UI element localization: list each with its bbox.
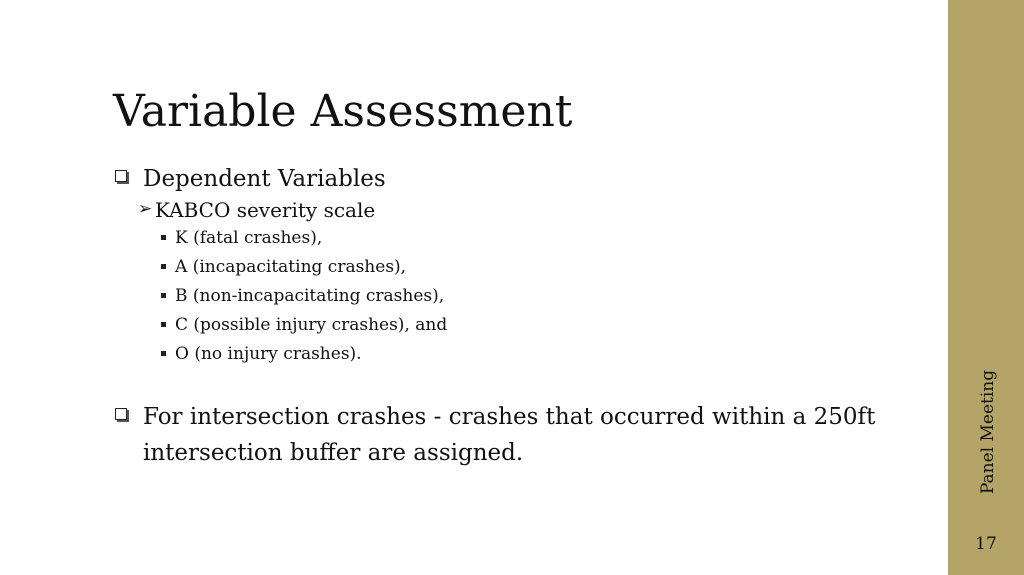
sub-bullet-text: KABCO severity scale bbox=[155, 198, 376, 222]
spacer bbox=[113, 369, 913, 399]
square-bullet-icon bbox=[161, 351, 166, 356]
square-bullet-icon bbox=[161, 293, 166, 298]
list-item bbox=[113, 224, 913, 253]
list-item-text: A (incapacitating crashes), bbox=[175, 257, 407, 277]
bullet-text: Dependent Variables bbox=[143, 166, 386, 192]
sidebar-label: Panel Meeting bbox=[978, 369, 998, 495]
square-bullet-icon bbox=[161, 264, 166, 269]
list-item-text: C (possible injury crashes), and bbox=[175, 315, 448, 335]
slide-title: Variable Assessment bbox=[113, 86, 573, 137]
arrow-bullet-icon: ➢ bbox=[138, 199, 153, 219]
slide-content bbox=[113, 164, 913, 471]
page-number: 17 bbox=[975, 534, 997, 554]
bullet-dependent-variables bbox=[113, 164, 913, 194]
bullet-text: For intersection crashes - crashes that occurred within a 250ft intersection buffer are assigned. bbox=[143, 404, 876, 466]
list-item bbox=[113, 311, 913, 340]
sub-bullet-kabco bbox=[113, 196, 913, 224]
list-item-text: K (fatal crashes), bbox=[175, 228, 323, 248]
list-item-text: O (no injury crashes). bbox=[175, 344, 362, 364]
list-item bbox=[113, 253, 913, 282]
square-bullet-icon bbox=[161, 235, 166, 240]
checkbox-bullet-icon bbox=[115, 170, 127, 182]
checkbox-bullet-icon bbox=[115, 408, 127, 420]
list-item bbox=[113, 340, 913, 369]
list-item-text: B (non-incapacitating crashes), bbox=[175, 286, 445, 306]
bullet-intersection-crashes bbox=[113, 399, 913, 471]
square-bullet-icon bbox=[161, 322, 166, 327]
list-item bbox=[113, 282, 913, 311]
